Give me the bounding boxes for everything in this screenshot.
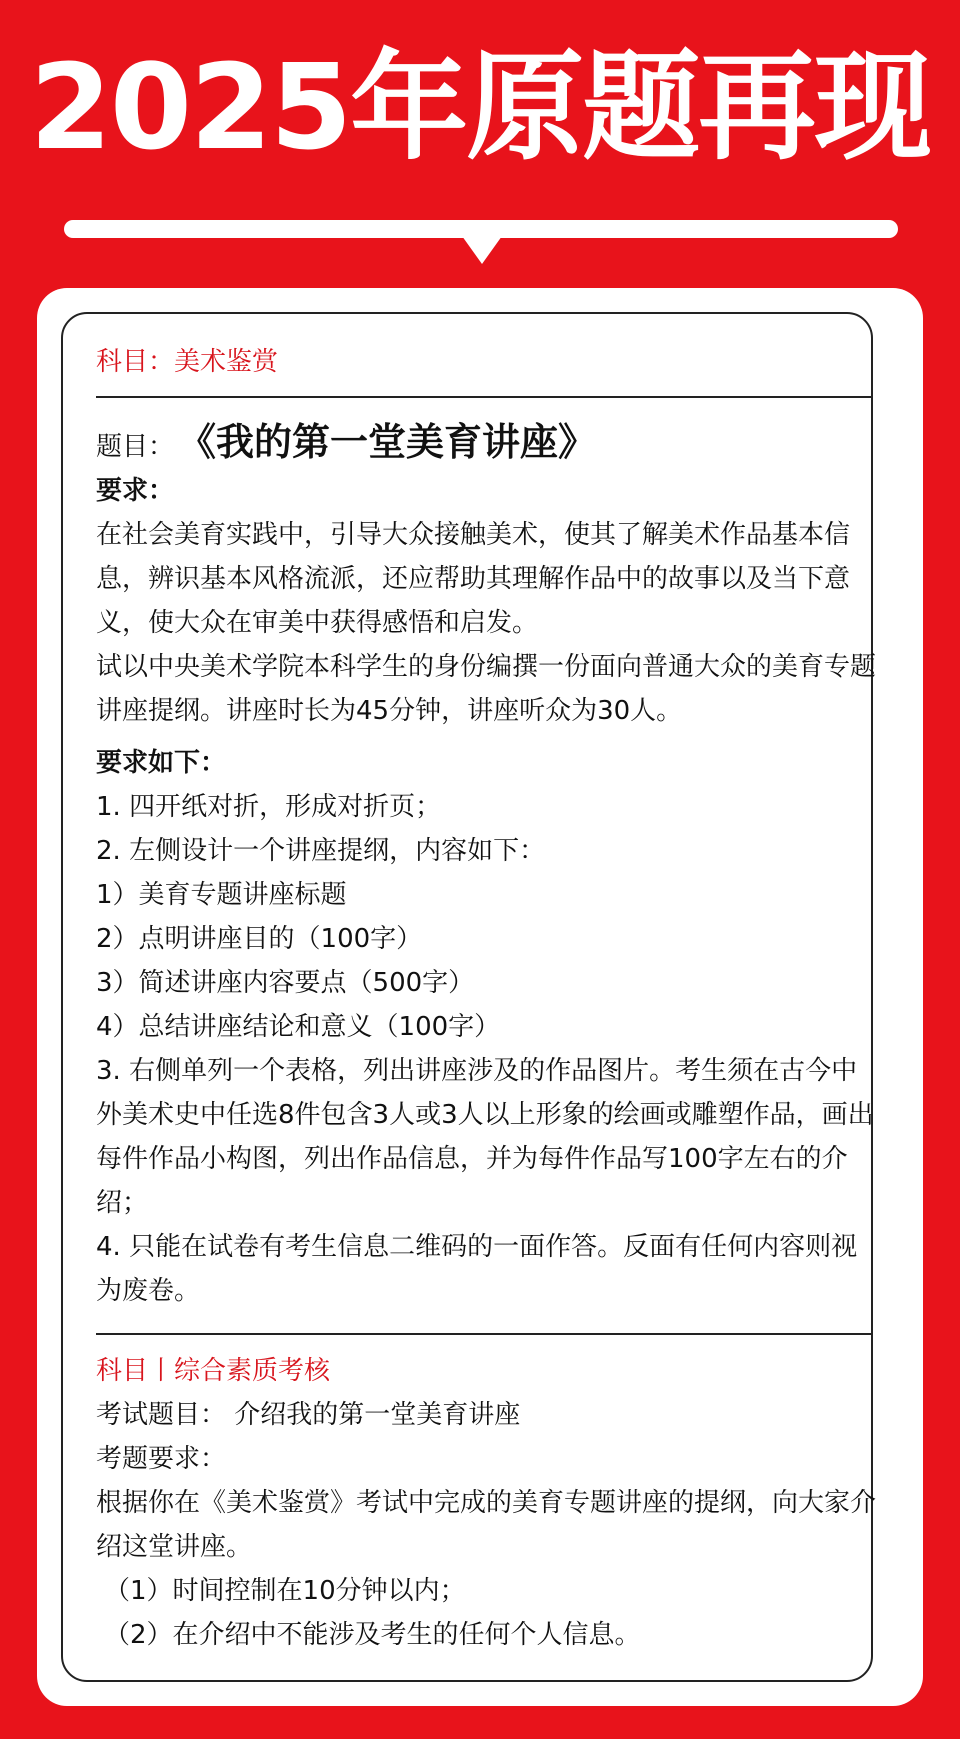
intro-paragraph-1: 在社会美育实践中，引导大众接触美术，使其了解美术作品基本信息，辨识基本风格流派，还应帮助其理解作品中的故事以及当下意义，使大众在审美中获得感悟和启发。	[96, 520, 851, 638]
topic-row	[96, 416, 876, 469]
exam-requirements-label: 考题要求：	[96, 1444, 227, 1474]
requirement-item: 4. 只能在试卷有考生信息二维码的一面作答。反面有任何内容则视为废卷。	[96, 1232, 858, 1306]
intro-paragraph-2: 试以中央美术学院本科学生的身份编撰一份面向普通大众的美育专题讲座提纲。讲座时长为45分钟，讲座听众为30人。	[96, 652, 877, 726]
requirement-item: 2. 左侧设计一个讲座提纲，内容如下：	[96, 836, 546, 866]
section-divider-bottom	[96, 1333, 872, 1335]
topic-label: 题目：	[96, 432, 175, 462]
exam-topic: 考试题目： 介绍我的第一堂美育讲座	[96, 1400, 521, 1430]
subject-label-art-appreciation: 科目：美术鉴赏	[96, 347, 279, 377]
page-headline: 2025年原题再现	[29, 38, 931, 176]
topic-title: 《我的第一堂美育讲座》	[178, 420, 597, 464]
exam-item: （1）时间控制在10分钟以内；	[104, 1576, 466, 1606]
requirements-list-heading: 要求如下：	[96, 748, 227, 778]
exam-paragraph: 根据你在《美术鉴赏》考试中完成的美育专题讲座的提纲，向大家介绍这堂讲座。	[96, 1488, 877, 1562]
requirement-item: 2）点明讲座目的（100字）	[96, 924, 423, 954]
requirement-item: 4）总结讲座结论和意义（100字）	[96, 1012, 501, 1042]
subject-label-comprehensive: 科目丨综合素质考核	[96, 1356, 331, 1386]
exam-item: （2）在介绍中不能涉及考生的任何个人信息。	[104, 1620, 641, 1650]
down-pointer-icon	[462, 236, 502, 264]
requirement-item: 3）简述讲座内容要点（500字）	[96, 968, 475, 998]
requirement-item: 1）美育专题讲座标题	[96, 880, 347, 910]
requirement-item: 3. 右侧单列一个表格，列出讲座涉及的作品图片。考生须在古今中外美术史中任选8件包含3人或3人以上形象的绘画或雕塑作品，画出每件作品小构图，列出作品信息，并为每件作品写100字左右的介绍；	[96, 1056, 874, 1218]
requirements-heading: 要求：	[96, 476, 175, 506]
section-divider-top	[96, 396, 872, 398]
card-content	[96, 340, 876, 1657]
requirement-item: 1. 四开纸对折，形成对折页；	[96, 792, 442, 822]
